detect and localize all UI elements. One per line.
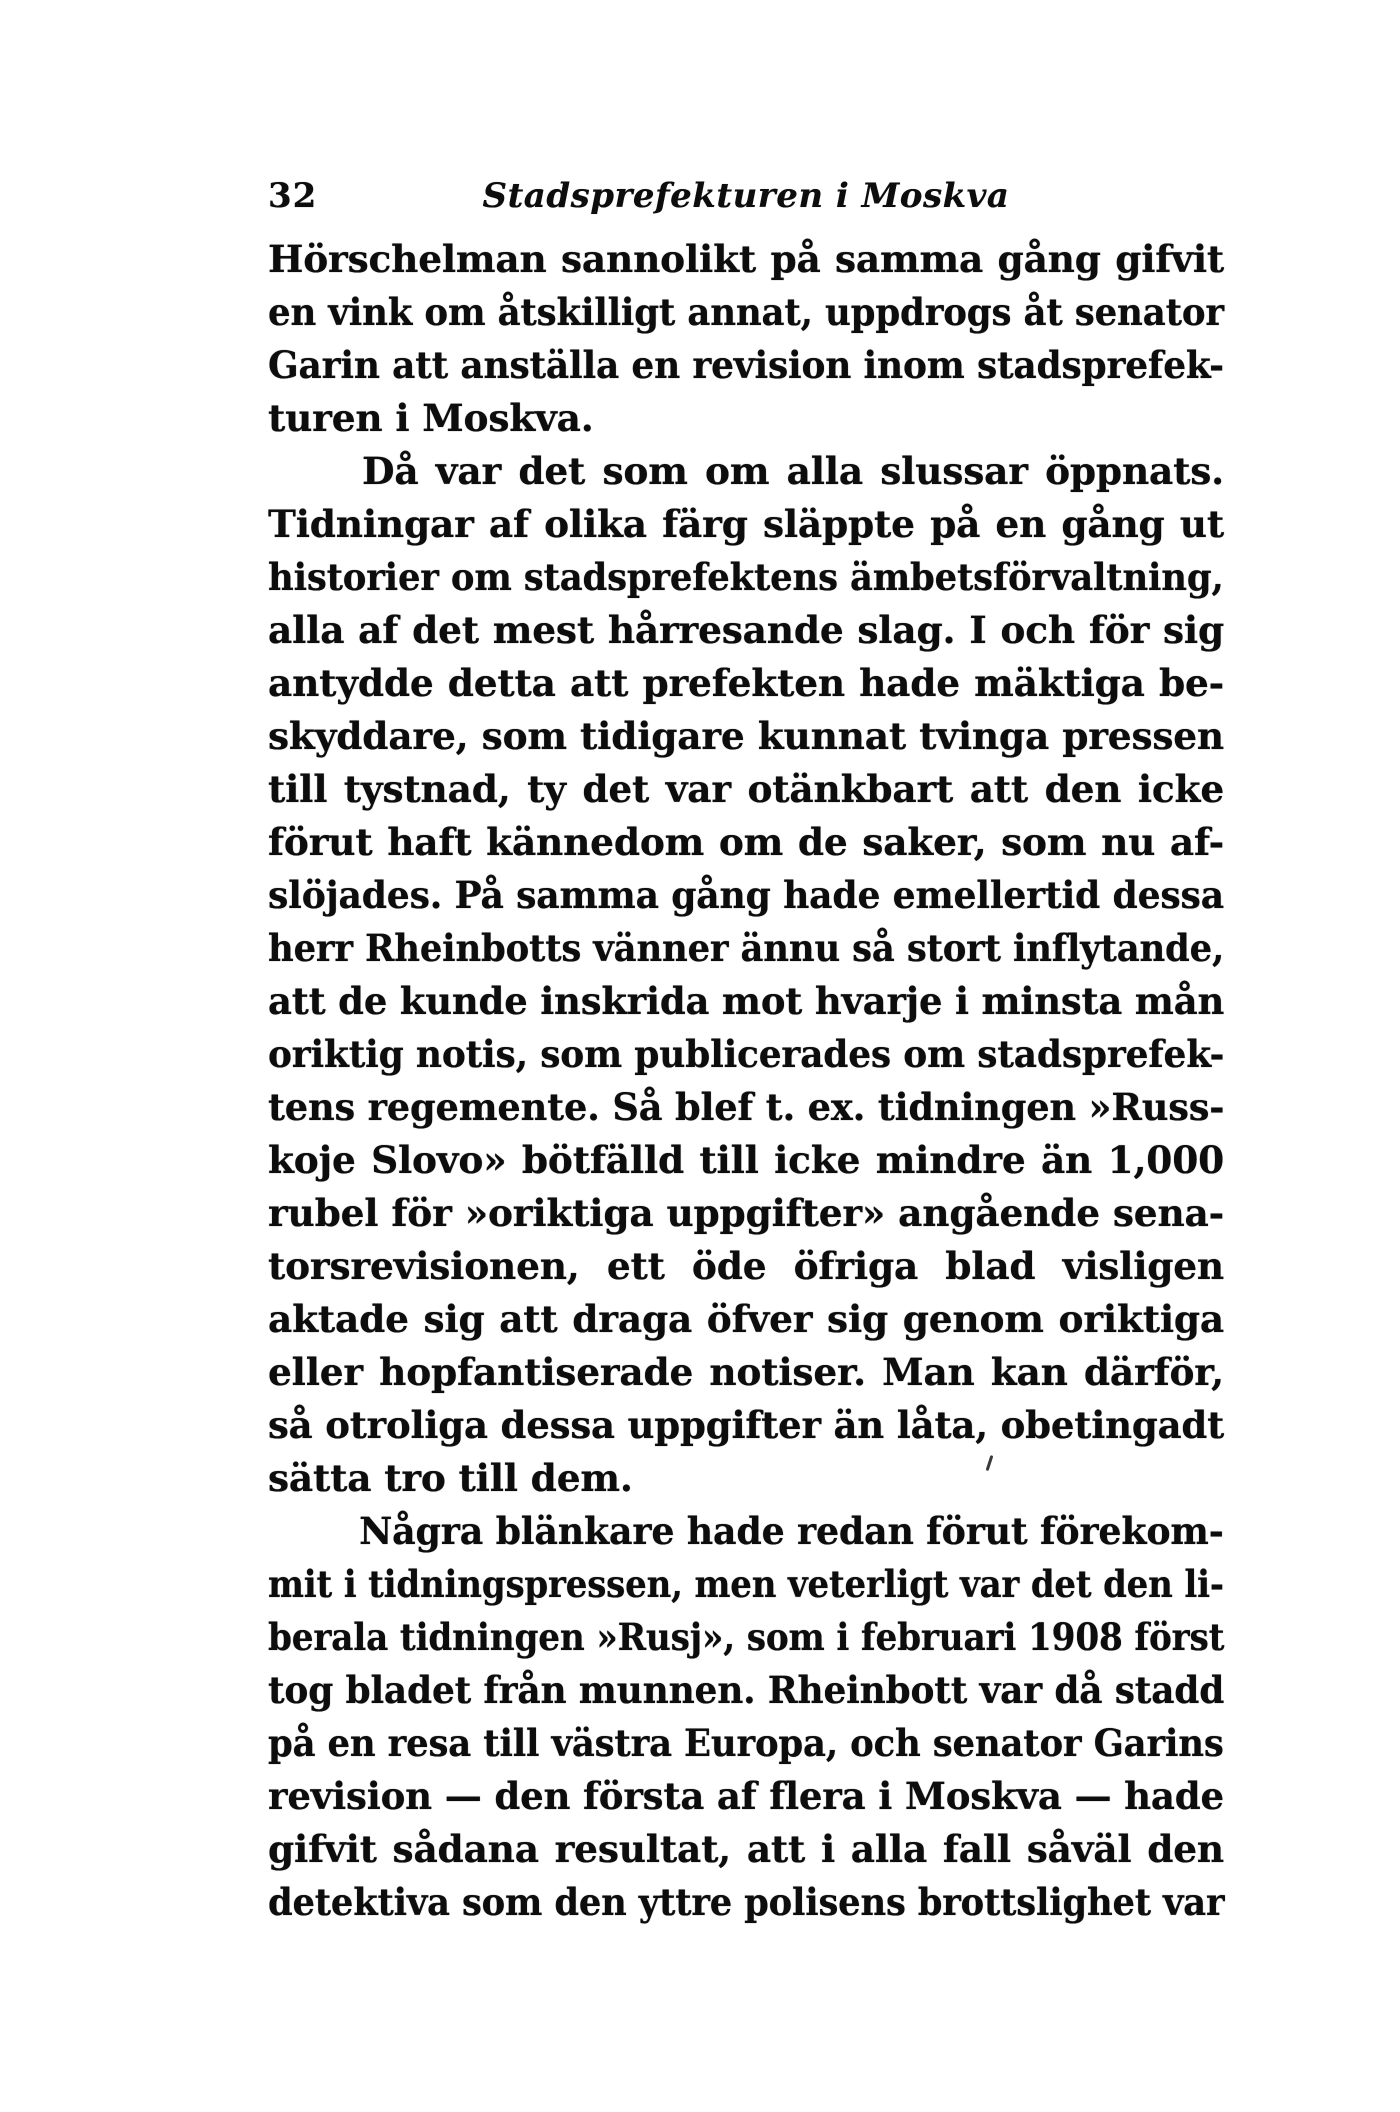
text-line: till tystnad, ty det var otänkbart att den icke — [268, 767, 1224, 811]
text-line: detektiva som den yttre polisens brottslighet var — [268, 1880, 1225, 1924]
text-line: koje Slovo» bötfälld till icke mindre än 1,000 — [268, 1138, 1224, 1182]
running-header — [268, 176, 1224, 216]
text-line: förut haft kännedom om de saker, som nu af- — [268, 820, 1224, 864]
text-line: mit i tidningspressen, men veterligt var det den li- — [268, 1562, 1224, 1606]
text-line: turen i Moskva. — [268, 396, 594, 440]
text-line: oriktig notis, som publicerades om stadsprefek- — [268, 1032, 1225, 1076]
running-title: Stadsprefekturen i Moskva — [482, 176, 1010, 216]
text-line: tog bladet från munnen. Rheinbott var då stadd — [268, 1668, 1225, 1712]
text-line: eller hopfantiserade notiser. Man kan därför, — [268, 1350, 1224, 1394]
text-line: alla af det mest hårresande slag. I och för sig — [268, 608, 1224, 652]
text-line: rubel för »oriktiga uppgifter» angående sena- — [268, 1191, 1224, 1235]
text-line: Tidningar af olika färg släppte på en gång ut — [268, 502, 1224, 546]
text-line: revision — den första af flera i Moskva — hade — [268, 1774, 1224, 1818]
text-line: att de kunde inskrida mot hvarje i minsta mån — [268, 979, 1225, 1023]
text-line: historier om stadsprefektens ämbetsförvaltning, — [268, 555, 1224, 599]
text-line: Några blänkare hade redan förut förekom- — [359, 1509, 1224, 1553]
text-line: Hörschelman sannolikt på samma gång gifvit — [268, 237, 1224, 281]
text-line: slöjades. På samma gång hade emellertid dessa — [268, 873, 1224, 917]
text-line: så otroliga dessa uppgifter än låta, obetingadt — [268, 1403, 1225, 1447]
text-line: skyddare, som tidigare kunnat tvinga pressen — [268, 714, 1224, 758]
text-line: tens regemente. Så blef t. ex. tidningen »Russ- — [268, 1085, 1225, 1129]
text-line: torsrevisionen, ett öde öfriga blad visligen — [268, 1244, 1224, 1288]
text-line: antydde detta att prefekten hade mäktiga be- — [268, 661, 1224, 705]
text-line: Då var det som om alla slussar öppnats. — [362, 449, 1224, 493]
page-number: 32 — [268, 176, 318, 216]
text-line: sätta tro till dem. — [268, 1456, 633, 1500]
text-line: herr Rheinbotts vänner ännu så stort inflytande, — [268, 926, 1225, 970]
text-line: Garin att anställa en revision inom stadsprefek- — [268, 343, 1224, 387]
text-line: berala tidningen »Rusj», som i februari 1908 först — [268, 1615, 1225, 1659]
text-line: gifvit sådana resultat, att i alla fall såväl den — [268, 1827, 1224, 1871]
text-line: på en resa till västra Europa, och senator Garins — [268, 1721, 1224, 1765]
body-text — [268, 233, 1224, 1929]
text-line: aktade sig att draga öfver sig genom oriktiga — [268, 1297, 1224, 1341]
text-line: en vink om åtskilligt annat, uppdrogs åt senator — [268, 290, 1224, 334]
